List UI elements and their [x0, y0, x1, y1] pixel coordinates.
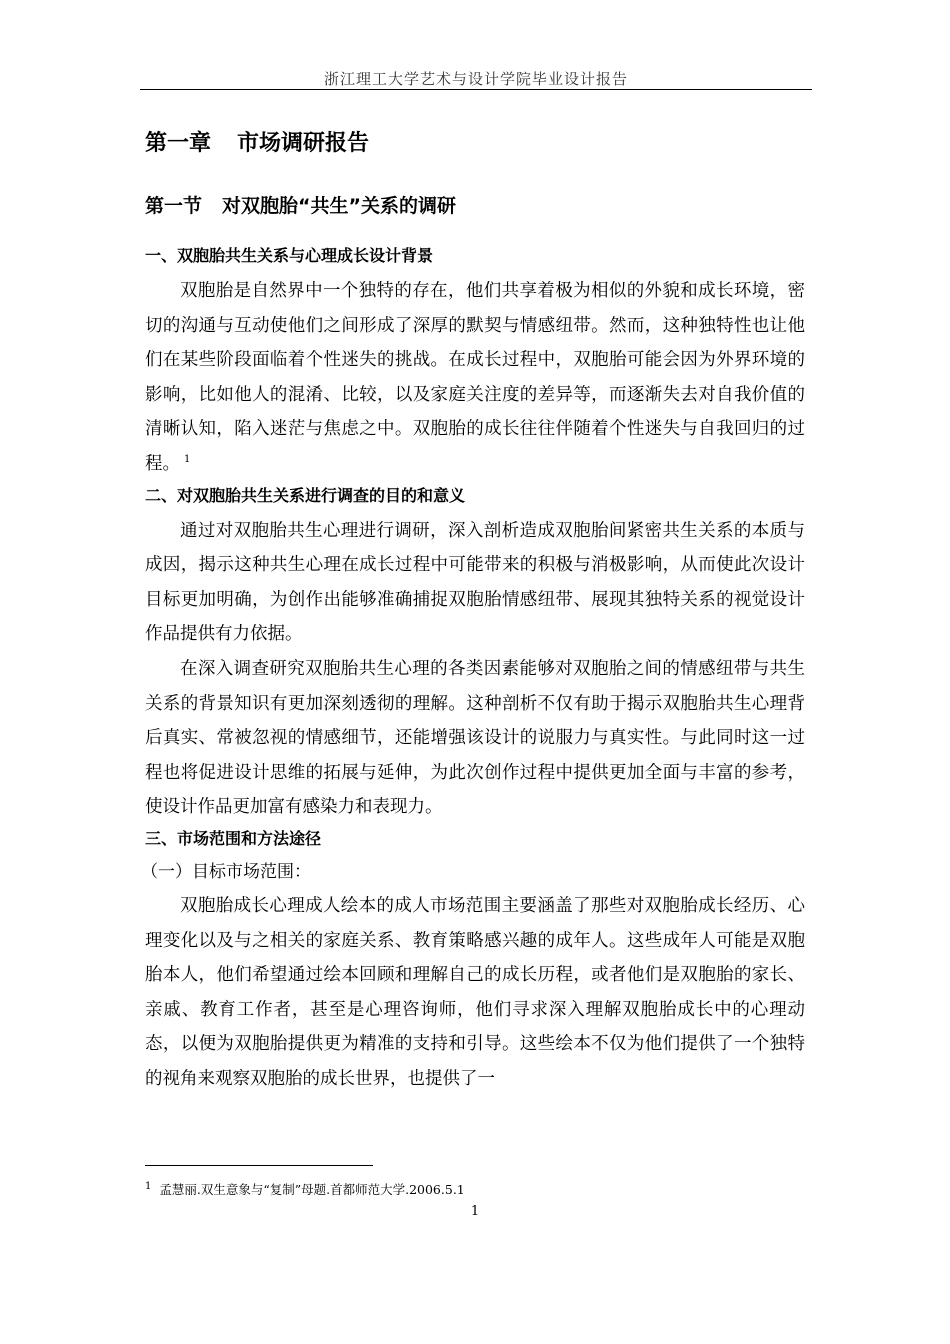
- body-paragraph: [145, 274, 805, 482]
- footnote-number: 1: [145, 1180, 152, 1192]
- section-number: 第一节: [145, 195, 203, 217]
- subsection-heading: 一、双胞胎共生关系与心理成长设计背景: [145, 246, 434, 265]
- footnote-rule: [145, 1165, 373, 1166]
- chapter-title: 市场调研报告: [237, 131, 370, 156]
- chapter-number: 第一章: [145, 131, 212, 156]
- body-paragraph: 在深入调查研究双胞胎共生心理的各类因素能够对双胞胎之间的情感纽带与共生关系的背景知识有更加深刻透彻的理解。这种剖析不仅有助于揭示双胞胎共生心理背后真实、常被忽视的情感细节，还能增强该设计的说服力与真实性。与此同时这一过程也将促进设计思维的拓展与延伸，为此次创作过程中提供更加全面与丰富的参考，使设计作品更加富有感染力和表现力。: [145, 658, 805, 818]
- body-paragraph: 通过对双胞胎共生心理进行调研，深入剖析造成双胞胎间紧密共生关系的本质与成因，揭示这种共生心理在成长过程中可能带来的积极与消极影响，从而使此次设计目标更加明确，为创作出能够准确捕捉双胞胎情感纽带、展现其独特关系的视觉设计作品提供有力依据。: [145, 520, 805, 645]
- footnote-text: 孟慧丽.双生意象与“复制”母题.首都师范大学.2006.5.1: [159, 1182, 465, 1197]
- running-header: 浙江理工大学艺术与设计学院毕业设计报告: [323, 70, 628, 88]
- body-paragraph: 双胞胎成长心理成人绘本的成人市场范围主要涵盖了那些对双胞胎成长经历、心理变化以及与之相关的家庭关系、教育策略感兴趣的成年人。这些成年人可能是双胞胎本人，他们希望通过绘本回顾和理解自己的成长历程，或者他们是双胞胎的家长、亲戚、教育工作者，甚至是心理咨询师，他们寻求深入理解双胞胎成长中的心理动态，以便为双胞胎提供更为精准的支持和引导。这些绘本不仅为他们提供了一个独特的视角来观察双胞胎的成长世界，也提供了一: [145, 895, 805, 1089]
- sub-subheading: （一）目标市场范围：: [141, 861, 311, 882]
- body-content: [141, 242, 805, 1096]
- chapter-heading: [145, 126, 369, 157]
- page-number: 1: [470, 1204, 480, 1219]
- footnote-reference: 1: [184, 454, 191, 466]
- section-heading: [145, 191, 456, 218]
- section-title: 对双胞胎“共生”关系的调研: [222, 195, 456, 217]
- paragraph-text: 双胞胎是自然界中一个独特的存在，他们共享着极为相似的外貌和成长环境，密切的沟通与互动使他们之间形成了深厚的默契与情感纽带。然而，这种独特性也让他们在某些阶段面临着个性迷失的挑战。在成长过程中，双胞胎可能会因为外界环境的影响，比如他人的混淆、比较，以及家庭关注度的差异等，而逐渐失去对自我价值的清晰认知，陷入迷茫与焦虑之中。双胞胎的成长往往伴随着个性迷失与自我回归的过程。: [145, 281, 805, 474]
- header-rule: [140, 89, 812, 90]
- subsection-heading: 二、对双胞胎共生关系进行调查的目的和意义: [145, 485, 466, 505]
- subsection-heading: 三、市场范围和方法途径: [145, 828, 322, 848]
- footnote: [145, 1180, 465, 1198]
